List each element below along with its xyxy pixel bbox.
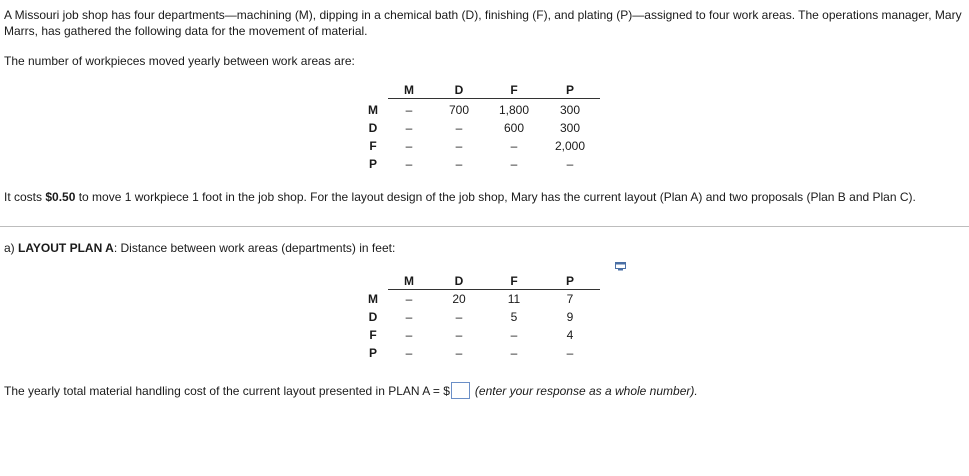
distance-col-header: M — [388, 273, 430, 290]
distance-row-label: M — [368, 291, 378, 306]
distance-row — [358, 290, 600, 309]
part-a-description: : Distance between work areas (departments) in feet: — [113, 241, 396, 255]
flow-corner — [358, 82, 388, 99]
copy-icon-graphic — [615, 262, 626, 271]
flow-row — [358, 99, 600, 120]
distance-cell: – — [405, 328, 413, 342]
section-divider — [0, 226, 969, 227]
cost-paragraph — [4, 189, 959, 205]
flow-cell: – — [405, 121, 413, 135]
distance-cell: – — [455, 310, 463, 324]
answer-hint: (enter your response as a whole number). — [474, 384, 698, 398]
distance-col-header: D — [430, 273, 488, 290]
distance-cell: 9 — [566, 310, 574, 324]
flow-row — [358, 155, 600, 173]
flow-table-caption: The number of workpieces moved yearly between work areas are: — [4, 54, 355, 68]
distance-cell: – — [405, 292, 413, 306]
flow-cell: – — [405, 157, 413, 171]
distance-cell: 11 — [507, 292, 521, 306]
result-line — [4, 382, 698, 399]
flow-row — [358, 119, 600, 137]
copy-icon[interactable] — [615, 260, 626, 269]
distance-cell: – — [455, 346, 463, 360]
flow-cell: – — [510, 139, 518, 153]
flow-table — [358, 82, 600, 173]
distance-row-label: D — [368, 310, 378, 324]
cost-amount: $0.50 — [45, 190, 76, 204]
flow-cell: 600 — [503, 121, 525, 135]
distance-corner — [358, 273, 388, 290]
flow-cell: – — [455, 139, 463, 153]
distance-cell: – — [510, 328, 518, 342]
flow-row-label: F — [369, 139, 377, 153]
distance-header-row — [358, 273, 600, 290]
distance-col-header: P — [540, 273, 600, 290]
part-a-title: LAYOUT PLAN A — [18, 241, 114, 255]
part-a-prefix: a) — [4, 241, 19, 255]
flow-col-header: F — [488, 82, 540, 99]
distance-cell: 5 — [510, 310, 518, 324]
distance-row-label: F — [369, 328, 377, 342]
flow-cell: – — [455, 121, 463, 135]
distance-row — [358, 308, 600, 326]
flow-row-label: M — [368, 102, 378, 117]
flow-row-label: P — [368, 157, 377, 171]
answer-input[interactable] — [451, 382, 470, 399]
flow-cell: 300 — [559, 121, 581, 135]
distance-col-header: F — [488, 273, 540, 290]
distance-cell: 4 — [566, 328, 574, 342]
part-a-heading — [4, 240, 395, 256]
result-prompt: The yearly total material handling cost of the current layout presented in PLAN A = $ — [4, 384, 450, 398]
distance-cell: – — [455, 328, 463, 342]
distance-cell: – — [510, 346, 518, 360]
flow-col-header: D — [430, 82, 488, 99]
distance-table — [358, 273, 600, 362]
flow-cell: 2,000 — [554, 139, 586, 153]
distance-row — [358, 344, 600, 362]
distance-row — [358, 326, 600, 344]
problem-intro: A Missouri job shop has four departments—machining (M), dipping in a chemical bath (D), finishing (F), and plating (P)—assigned to four work areas. The operations manager, Mary Marrs, has gathered the following data for the movement of material. — [4, 8, 962, 38]
flow-col-header: M — [388, 82, 430, 99]
flow-cell: – — [510, 157, 518, 171]
flow-header-row — [358, 82, 600, 99]
flow-cell: 700 — [448, 103, 470, 117]
cost-text-after: to move 1 workpiece 1 foot in the job shop. For the layout design of the job shop, Mary has the current layout (Plan A) and two proposals (Plan B and Plan C). — [75, 190, 916, 204]
distance-cell: 7 — [566, 292, 574, 306]
distance-row-label: P — [368, 346, 377, 360]
flow-cell: – — [566, 157, 574, 171]
flow-row — [358, 137, 600, 155]
flow-col-header: P — [540, 82, 600, 99]
flow-cell: – — [405, 103, 413, 117]
flow-row-label: D — [368, 121, 378, 135]
distance-cell: 20 — [452, 292, 466, 306]
distance-cell: – — [405, 310, 413, 324]
flow-cell: – — [455, 157, 463, 171]
flow-cell: 1,800 — [498, 103, 530, 117]
flow-cell: 300 — [559, 103, 581, 117]
cost-text-before: It costs — [4, 190, 46, 204]
distance-cell: – — [566, 346, 574, 360]
distance-cell: – — [405, 346, 413, 360]
flow-cell: – — [405, 139, 413, 153]
